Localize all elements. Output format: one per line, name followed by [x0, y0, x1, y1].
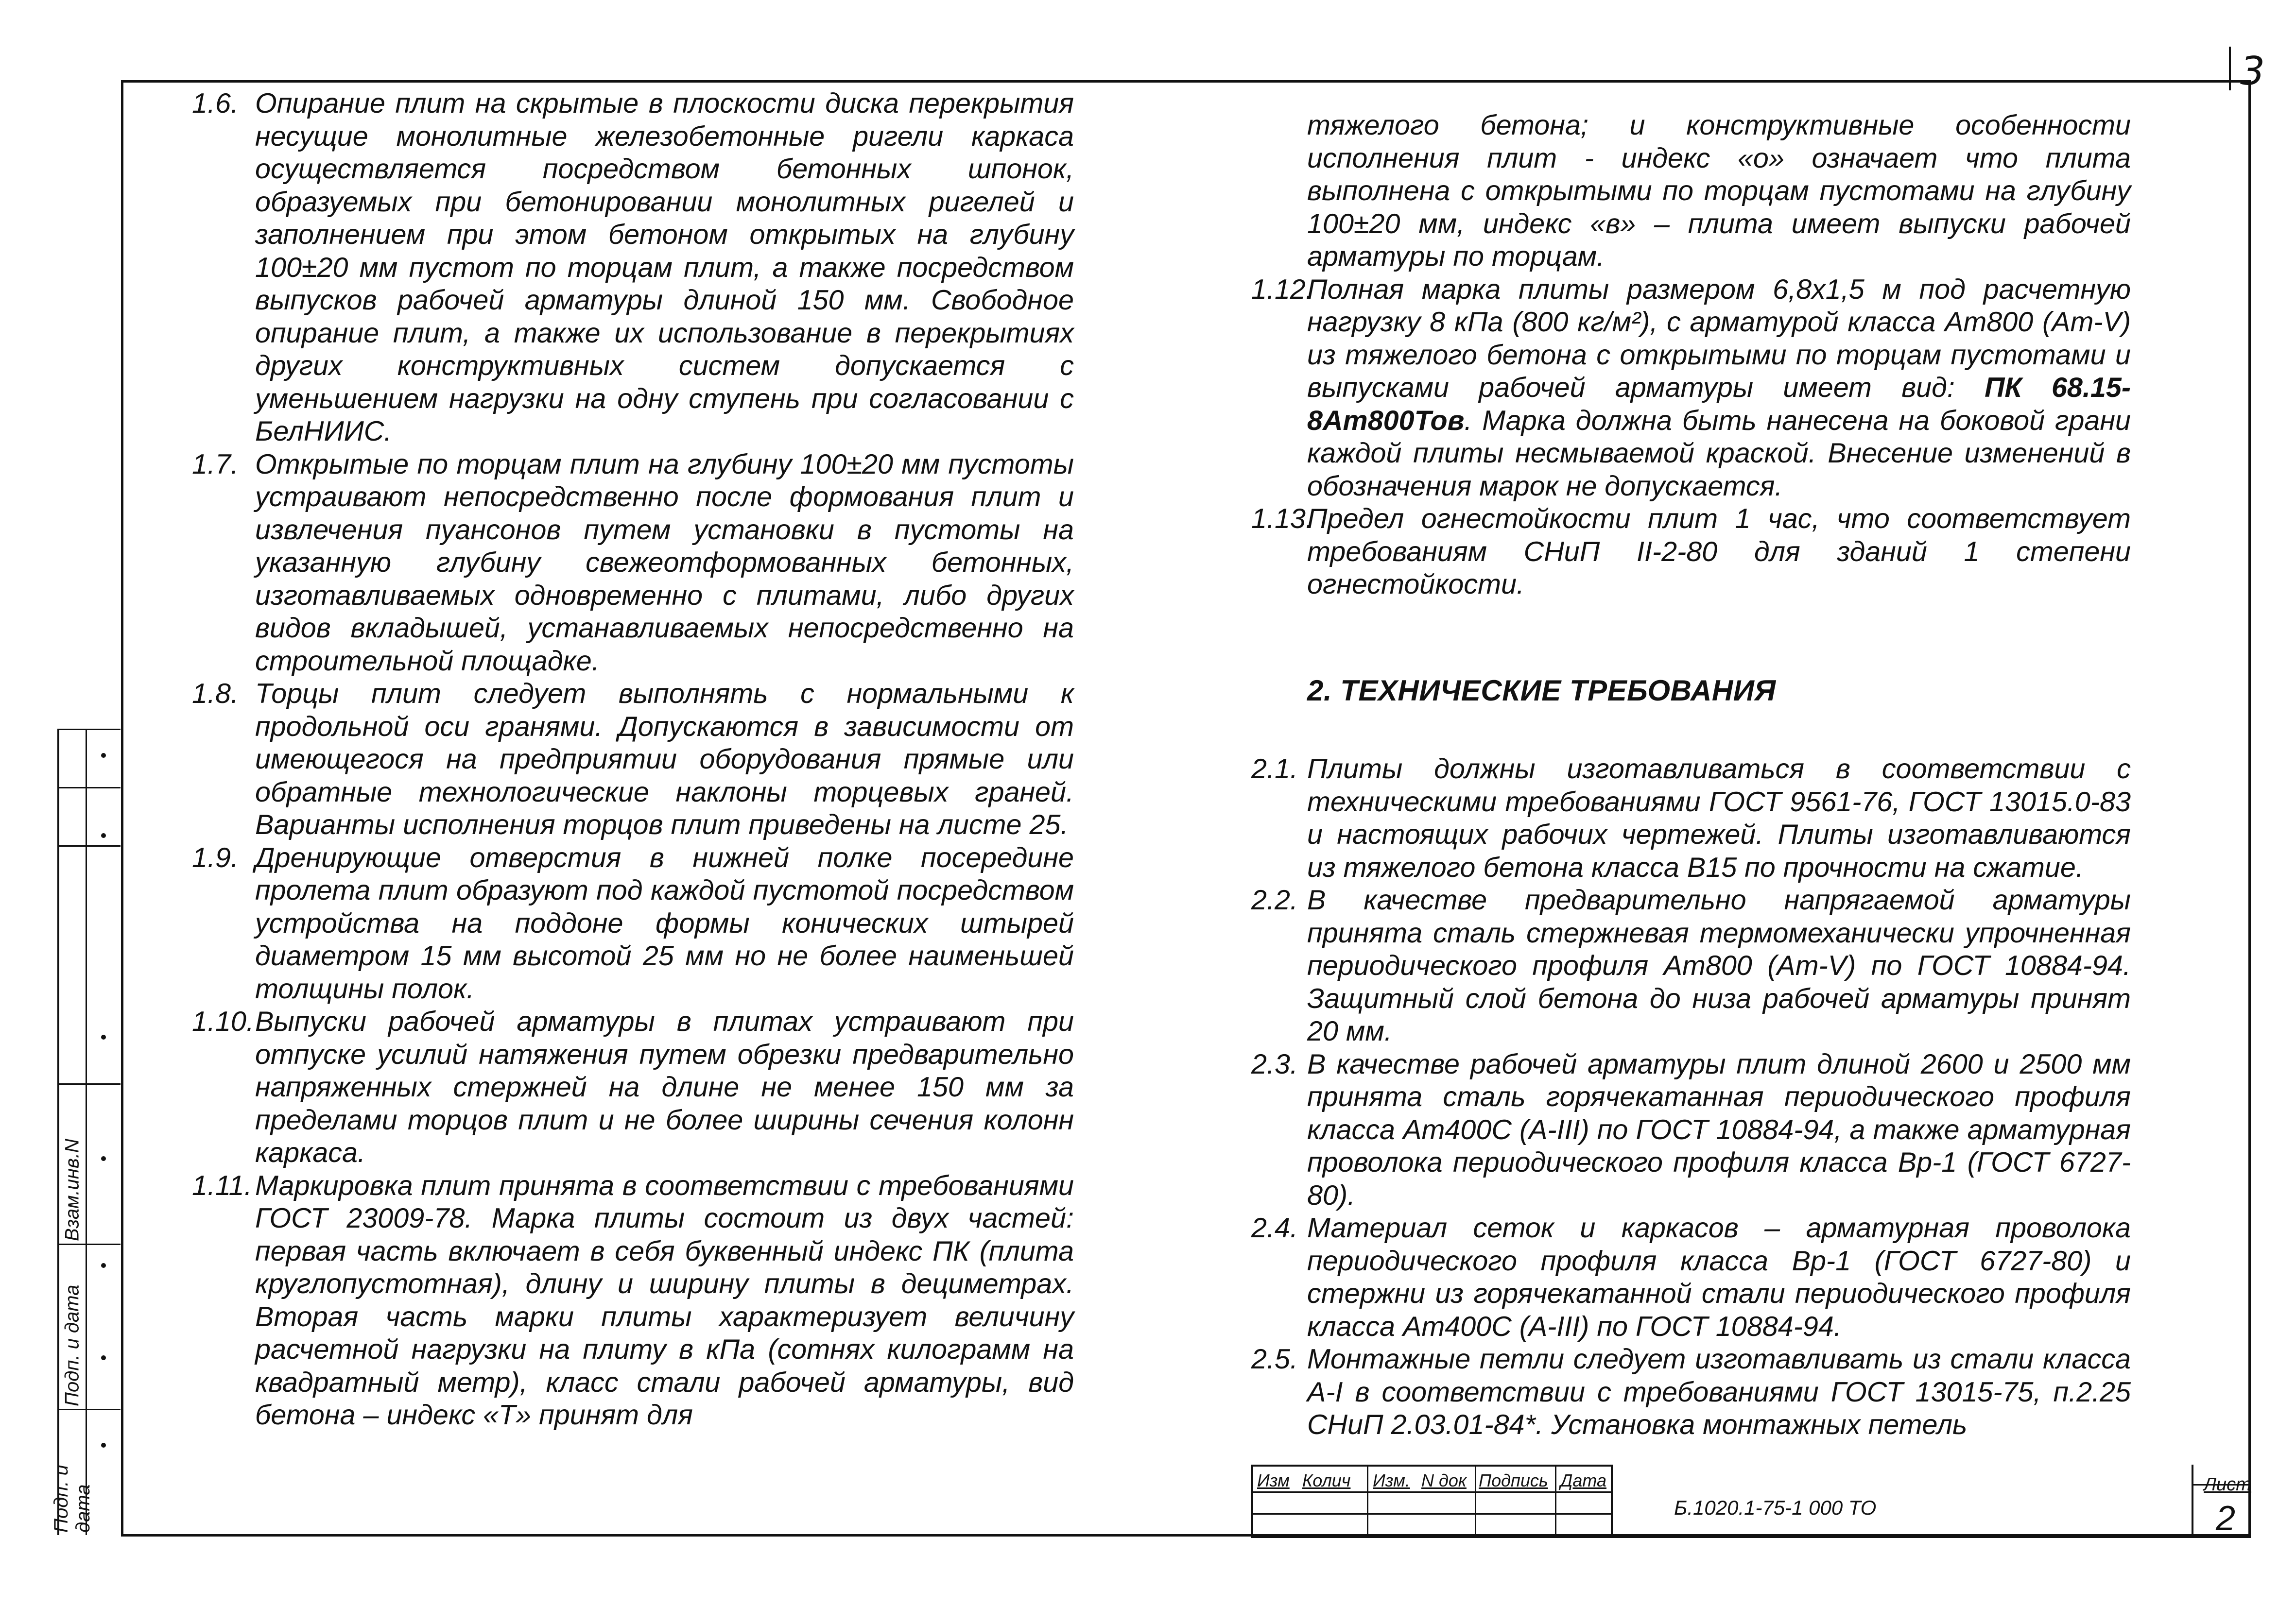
item-text: В качестве рабочей арматуры плит длиной 2600 и 2500 мм принята сталь горячекатанная периодического профиля класса Ат400С (А-III) по ГОСТ 10884-94, а также арматурная проволока периодического профиля класса Вр-1 (ГОСТ 6727-80). — [1307, 1048, 2131, 1211]
stamp-dot — [101, 1355, 106, 1360]
left-text-column — [192, 87, 1074, 1432]
stamp-label-podp-data-2: Подп. и дата — [51, 1465, 94, 1533]
stamp-line — [57, 845, 121, 847]
tb-podpis: Подпись — [1479, 1470, 1548, 1490]
item-number: 2.2. — [1251, 885, 1298, 916]
numbered-item — [1251, 1048, 2131, 1213]
numbered-item — [192, 87, 1074, 448]
sheet-number: 2 — [2216, 1499, 2236, 1538]
stamp-dot — [101, 833, 106, 838]
stamp-line — [57, 1083, 121, 1085]
stamp-dot — [101, 1263, 106, 1268]
tb-izm: Изм — [1257, 1470, 1290, 1490]
continuation-paragraph — [1251, 109, 2131, 273]
item-number: 1.10. — [192, 1006, 254, 1037]
numbered-item — [192, 842, 1074, 1006]
product-mark: ПК 68.15-8Ат800Тов — [1307, 372, 2131, 436]
item-number: 1.8. — [192, 678, 239, 709]
corner-divider — [2229, 47, 2231, 90]
stamp-dot — [101, 1156, 106, 1161]
item-number: 2.3. — [1251, 1048, 1298, 1080]
stamp-line — [57, 1244, 121, 1245]
item-1-13 — [1251, 503, 2131, 601]
item-number: 1.7. — [192, 448, 239, 480]
item-number: 1.13. — [1251, 503, 1313, 534]
numbered-item — [192, 678, 1074, 842]
tb-ndok: N док — [1421, 1470, 1467, 1490]
side-stamp — [51, 729, 121, 1535]
item-text: Опирание плит на скрытые в плоскости диска перекрытия несущие монолитные железобетонные ригели каркаса осуществляется посредством бетонных шпонок, образуемых при бетонировании монолитных ригелей и заполнением при этом бетоном открытых на глубину 100±20 мм пустот по торцам плит, а также посредством выпусков рабочей арматуры длиной 150 мм. Свободное опирание плит, а также их использование в перекрытиях других конструктивных систем допускается с уменьшением нагрузки на одну ступень при согласовании с БелНИИС. — [255, 88, 1074, 447]
stamp-line — [57, 1409, 121, 1410]
item-text: Монтажные петли следует изготавливать из стали класса А-I в соответствии с требованиями ГОСТ 13015-75, п.2.25 СНиП 2.03.01-84*. Установка монтажных петель — [1307, 1344, 2131, 1440]
sheet-label: Лист — [2204, 1474, 2251, 1495]
item-text: Дренирующие отверстия в нижней полке посередине пролета плит образуют под каждой пустотой посредством устройства на поддоне формы конических штырей диаметром 15 мм высотой 25 мм но не более наименьшей толщины полок. — [255, 842, 1074, 1005]
item-number: 1.6. — [192, 88, 239, 119]
section-title: 2. ТЕХНИЧЕСКИЕ ТРЕБОВАНИЯ — [1307, 674, 1776, 707]
tb-izm2: Изм. — [1373, 1470, 1410, 1490]
item-text: Плиты должны изготавливаться в соответствии с техническими требованиями ГОСТ 9561-76, ГОСТ 13015.0-83 и настоящих рабочих чертежей. Плиты изготавливаются из тяжелого бетона класса В15 по прочности на сжатие. — [1307, 753, 2131, 883]
numbered-item — [192, 1006, 1074, 1170]
item-text: Материал сеток и каркасов – арматурная проволока периодического профиля класса Вр-1 (ГОСТ 6727-80) и стержни из горячекатанной стали периодического профиля класса Ат400С (А-III) по ГОСТ 10884-94. — [1307, 1213, 2131, 1342]
right-text-column — [1251, 109, 2131, 1442]
stamp-label-vzam: Взам.инв.N — [61, 1139, 83, 1241]
numbered-item — [1251, 1212, 2131, 1343]
item-text: Полная марка плиты размером 6,8х1,5 м под расчетную нагрузку 8 кПа (800 кг/м²), с арматурой класса Ат800 (Ат-V) из тяжелого бетона с открытыми по торцам пустотами и выпусками рабочей арматуры имеет вид: — [1307, 273, 2131, 403]
item-text: Маркировка плит принята в соответствии с требованиями ГОСТ 23009-78. Марка плиты состоит из двух частей: первая часть включает в себя буквенный индекс ПК (плита круглопустотная), длину и ширину плиты в дециметрах. Вторая часть марки плиты характеризует величину расчетной нагрузки на плиту в кПа (сотнях килограмм на квадратный метр), класс стали рабочей арматуры, вид бетона – индекс «Т» принят для — [255, 1170, 1074, 1431]
stamp-line — [57, 729, 121, 730]
item-number: 2.1. — [1251, 753, 1298, 785]
stamp-dot — [101, 1035, 106, 1040]
tb-kolich: Колич — [1302, 1470, 1351, 1490]
technical-requirements-list — [1251, 753, 2131, 1442]
document-code: Б.1020.1-75-1 000 ТО — [1674, 1496, 1877, 1519]
corner-page-number: 3 — [2240, 49, 2265, 94]
tb-data: Дата — [1560, 1470, 1606, 1490]
numbered-item — [1251, 884, 2131, 1048]
item-text: Открытые по торцам плит на глубину 100±20 мм пустоты устраивают непосредственно после формования плит и извлечения пуансонов путем установки в пустоты на указанную глубину свежеотформованных бетонных, изготавливаемых одновременно с плитами, либо других видов вкладышей, устанавливаемых непосредственно на строительной площадке. — [255, 448, 1074, 677]
item-text: В качестве предварительно напрягаемой арматуры принята сталь стержневая термомеханически упрочненная периодического профиля Ат800 (Ат-V) по ГОСТ 10884-94. Защитный слой бетона до низа рабочей арматуры принят 20 мм. — [1307, 885, 2131, 1047]
stamp-label-podp-data: Подп. и дата — [61, 1284, 83, 1406]
item-number: 1.12. — [1251, 273, 1313, 305]
item-number: 2.5. — [1251, 1344, 1298, 1375]
numbered-item — [192, 1170, 1074, 1432]
title-block — [1251, 1465, 2251, 1538]
item-text-tail: . Марка должна быть нанесена на боковой грани каждой плиты несмываемой краской. Внесение изменений в обозначения марок не допускается. — [1307, 405, 2131, 502]
stamp-dot — [101, 753, 106, 758]
continuation-text: тяжелого бетона; и конструктивные особенности исполнения плит - индекс «о» означает что плита выполнена с открытыми по торцам пустотами на глубину 100±20 мм, индекс «в» – плита имеет выпуски рабочей арматуры по торцам. — [1307, 110, 2131, 272]
item-text: Предел огнестойкости плит 1 час, что соответствует требованиям СНиП II-2-80 для зданий 1 степени огнестойкости. — [1307, 503, 2131, 600]
stamp-dot — [101, 1443, 106, 1448]
numbered-item — [192, 448, 1074, 678]
item-number: 1.11. — [192, 1170, 252, 1201]
numbered-item — [1251, 1343, 2131, 1442]
stamp-line — [57, 787, 121, 788]
item-number: 2.4. — [1251, 1213, 1298, 1244]
item-text: Торцы плит следует выполнять с нормальными к продольной оси гранями. Допускаются в зависимости от имеющегося на предприятии оборудования прямые или обратные технологические наклоны торцевых граней. Варианты исполнения торцов плит приведены на листе 25. — [255, 678, 1074, 840]
item-text: Выпуски рабочей арматуры в плитах устраивают при отпуске усилий натяжения путем обрезки предварительно напряженных стержней на длине не менее 150 мм за пределами торцов плит и не более ширины сечения колонн каркаса. — [255, 1006, 1074, 1168]
item-1-12 — [1251, 273, 2131, 503]
numbered-item — [1251, 753, 2131, 884]
item-number: 1.9. — [192, 842, 239, 873]
